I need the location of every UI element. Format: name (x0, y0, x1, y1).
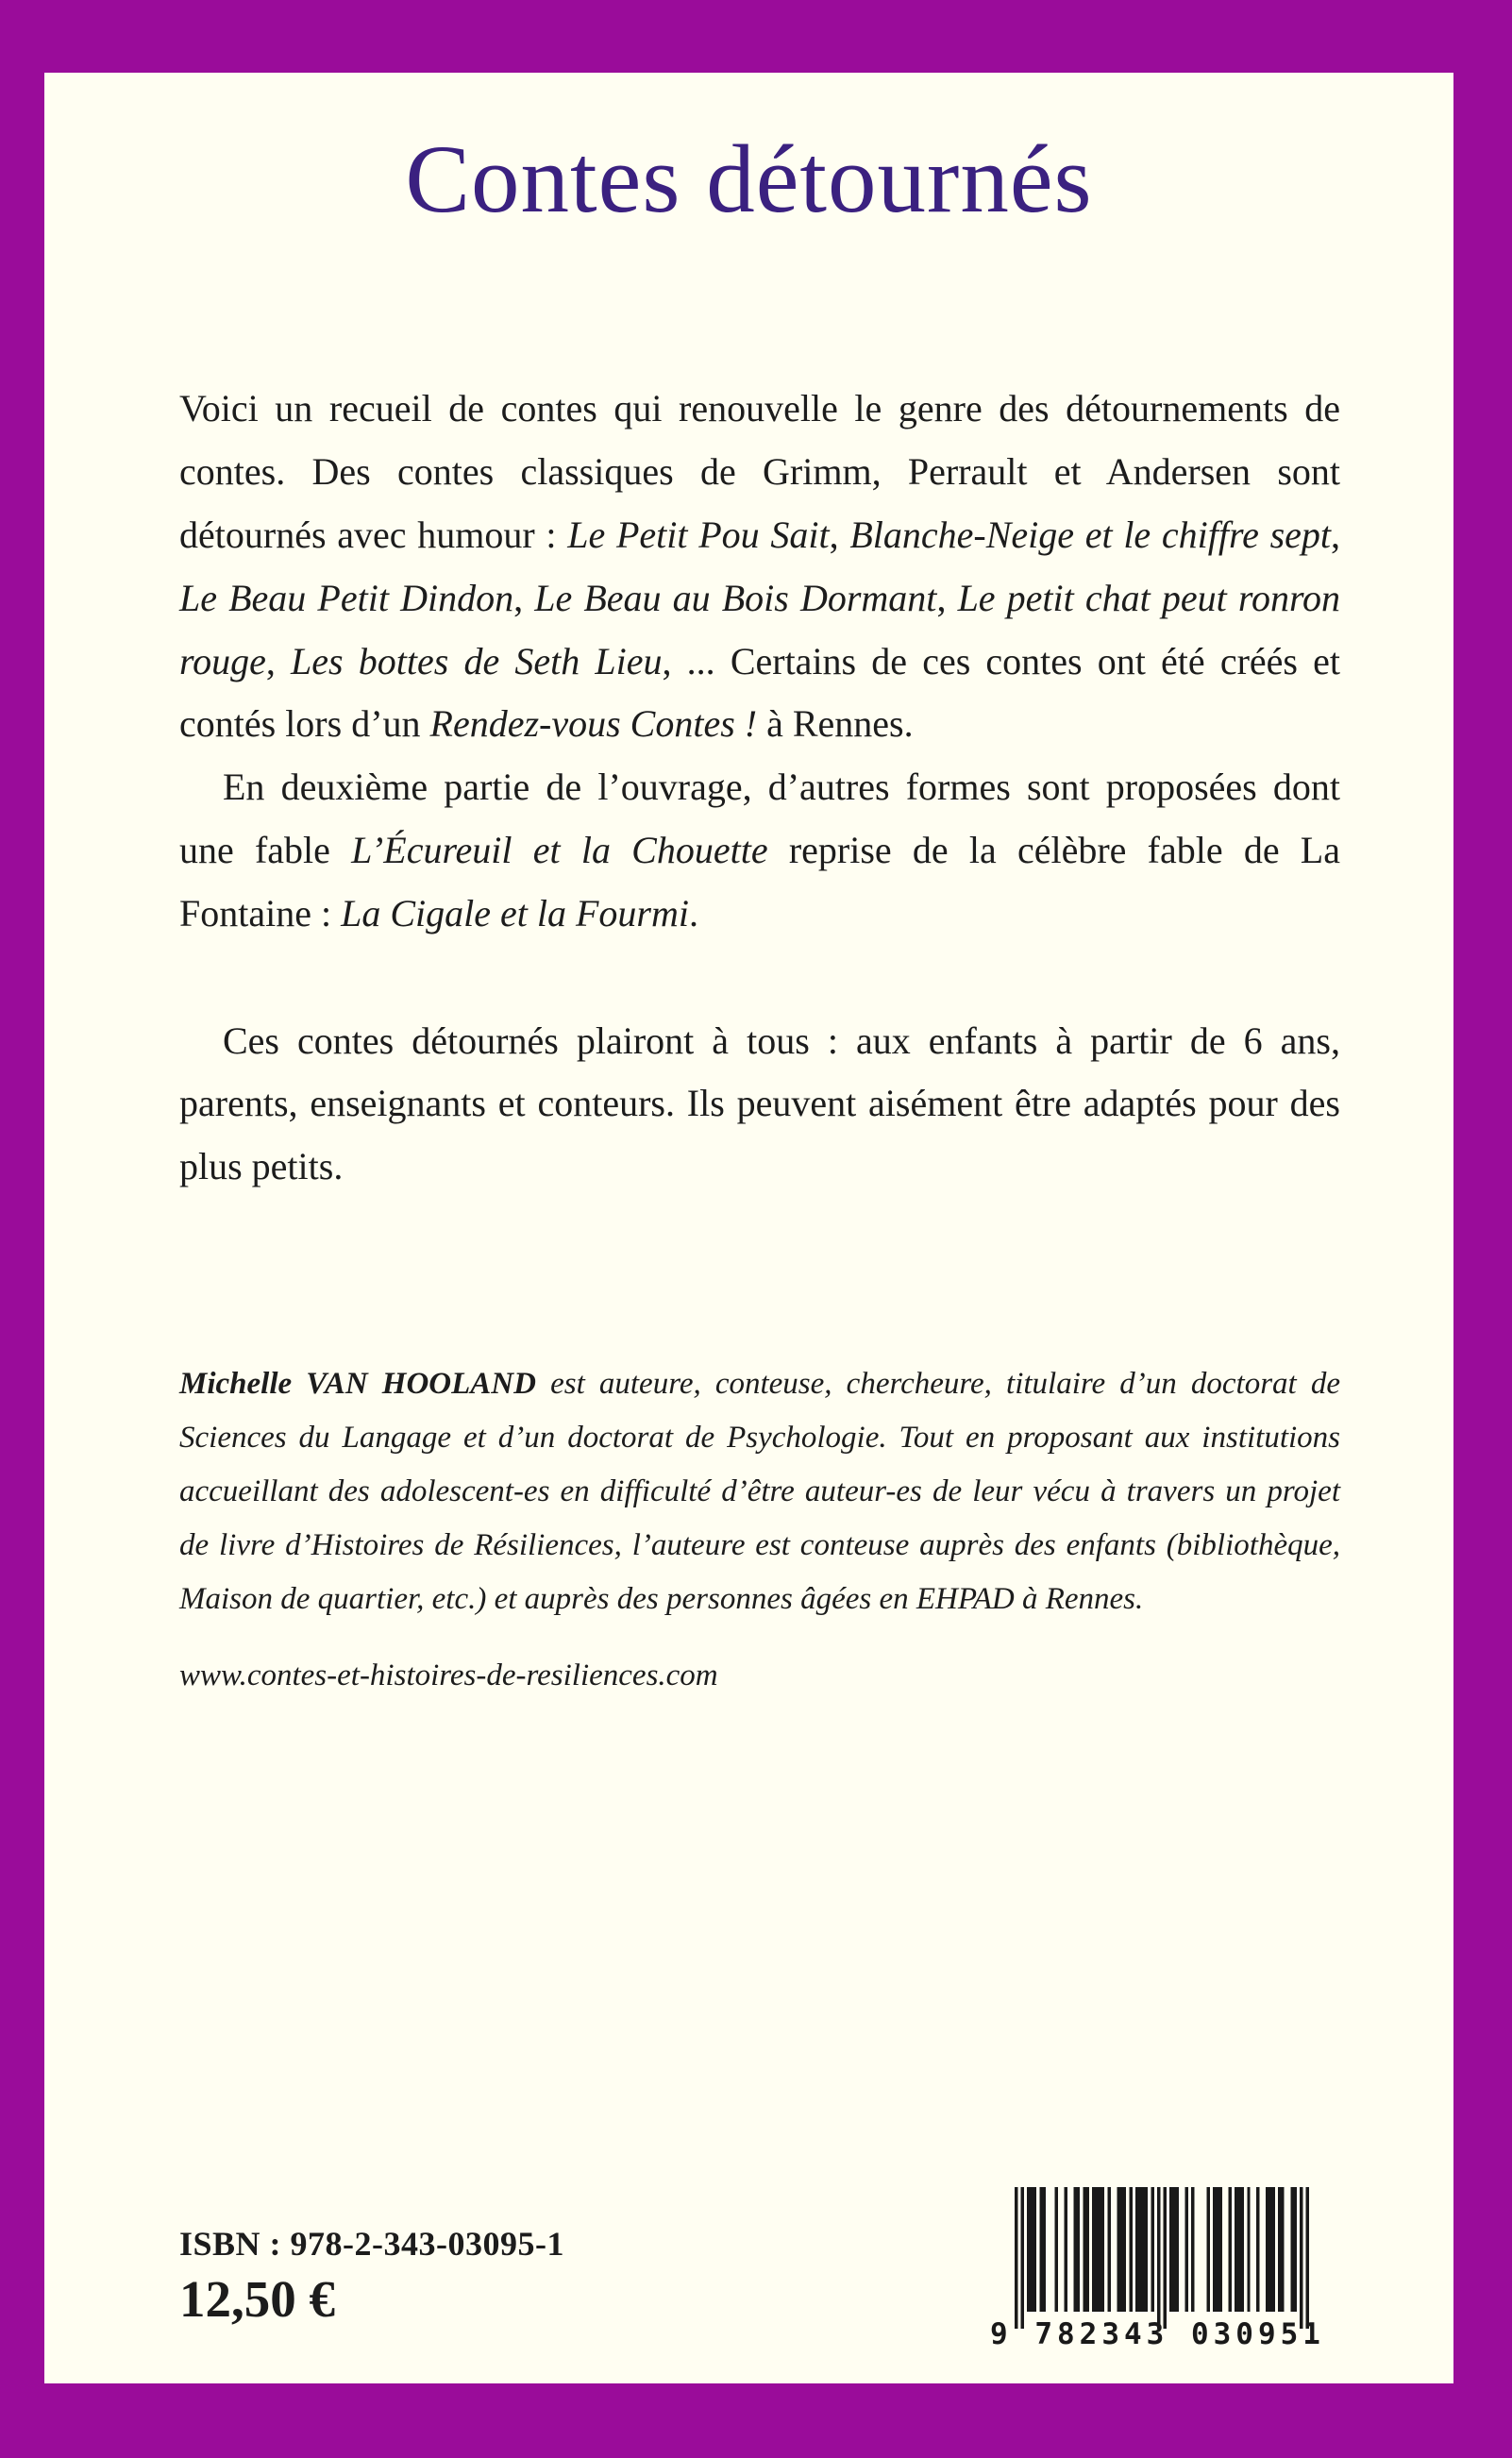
text-segment: Blanche-Neige et le chiffre sept (849, 513, 1332, 556)
text-segment: L’Écureuil et la Chouette (351, 828, 768, 871)
text-segment: Le petit chat peut ronron rouge (179, 576, 1341, 682)
synopsis-text (179, 378, 1340, 1199)
text-segment: Michelle VAN HOOLAND (179, 1366, 536, 1401)
author-bio (179, 1357, 1340, 1626)
text-segment: reprise de la célèbre fable de La Fontaine : (179, 828, 1340, 934)
synopsis-paragraph (179, 378, 1340, 756)
text-segment: Le Petit Pou Sait (567, 513, 830, 556)
barcode (990, 2187, 1325, 2351)
text-segment: Les bottes de Seth Lieu (291, 639, 663, 682)
text-segment: , (265, 639, 292, 682)
text-segment: Le Beau au Bois Dormant (534, 576, 937, 619)
back-cover-page (44, 73, 1453, 2383)
text-segment: , (829, 513, 850, 556)
text-segment: , (513, 576, 535, 619)
book-title: Contes détournés (405, 126, 1093, 233)
text-segment: Ces contes détournés plairont à tous : aux enfants à partir de 6 ans, parents, enseignants et conteurs. Ils peuvent aisément être adaptés pour des plus petits. (179, 1019, 1340, 1188)
text-segment: , ... Certains de ces contes ont été créés et contés lors d’un (179, 639, 1340, 746)
barcode-bars (1015, 2187, 1309, 2329)
barcode-digits: 9 782343 030951 (990, 2317, 1325, 2351)
footer (179, 2187, 1340, 2351)
text-segment: est auteure, conteuse, chercheure, titulaire d’un doctorat de Sciences du Langage et d’un doctorat de Psychologie. Tout en proposant aux institutions accueillant des adolescent-es en difficulté d’être auteur-es de leur vécu à travers un projet de livre d’Histoires de Résiliences, l’auteure est conteuse auprès des enfants (bibliothèque, Maison de quartier, etc.) et auprès des personnes âgées en EHPAD à Rennes. (179, 1366, 1340, 1617)
isbn-number: ISBN : 978-2-343-03095-1 (179, 2225, 564, 2263)
text-segment: Voici un recueil de contes qui renouvelle le genre des détournements de contes. Des contes classiques de Grimm, Perrault et Andersen sont détournés avec humour : (179, 387, 1340, 556)
text-segment: Le Beau Petit Dindon (179, 576, 514, 619)
synopsis-paragraph (179, 756, 1340, 945)
text-segment: Rendez-vous Contes ! (429, 702, 758, 746)
isbn-price-block (179, 2224, 564, 2329)
website-url: www.contes-et-histoires-de-resiliences.com (179, 1658, 718, 1693)
text-segment: , (1331, 513, 1341, 556)
text-segment: En deuxième partie de l’ouvrage, d’autres formes sont proposées dont une fable (179, 766, 1340, 871)
text-segment: , (936, 576, 958, 619)
text-segment: à Rennes. (757, 702, 914, 746)
text-segment: La Cigale et la Fourmi (341, 891, 689, 934)
synopsis-paragraph (179, 1010, 1340, 1199)
price: 12,50 € (179, 2270, 335, 2328)
text-segment: . (688, 891, 698, 934)
